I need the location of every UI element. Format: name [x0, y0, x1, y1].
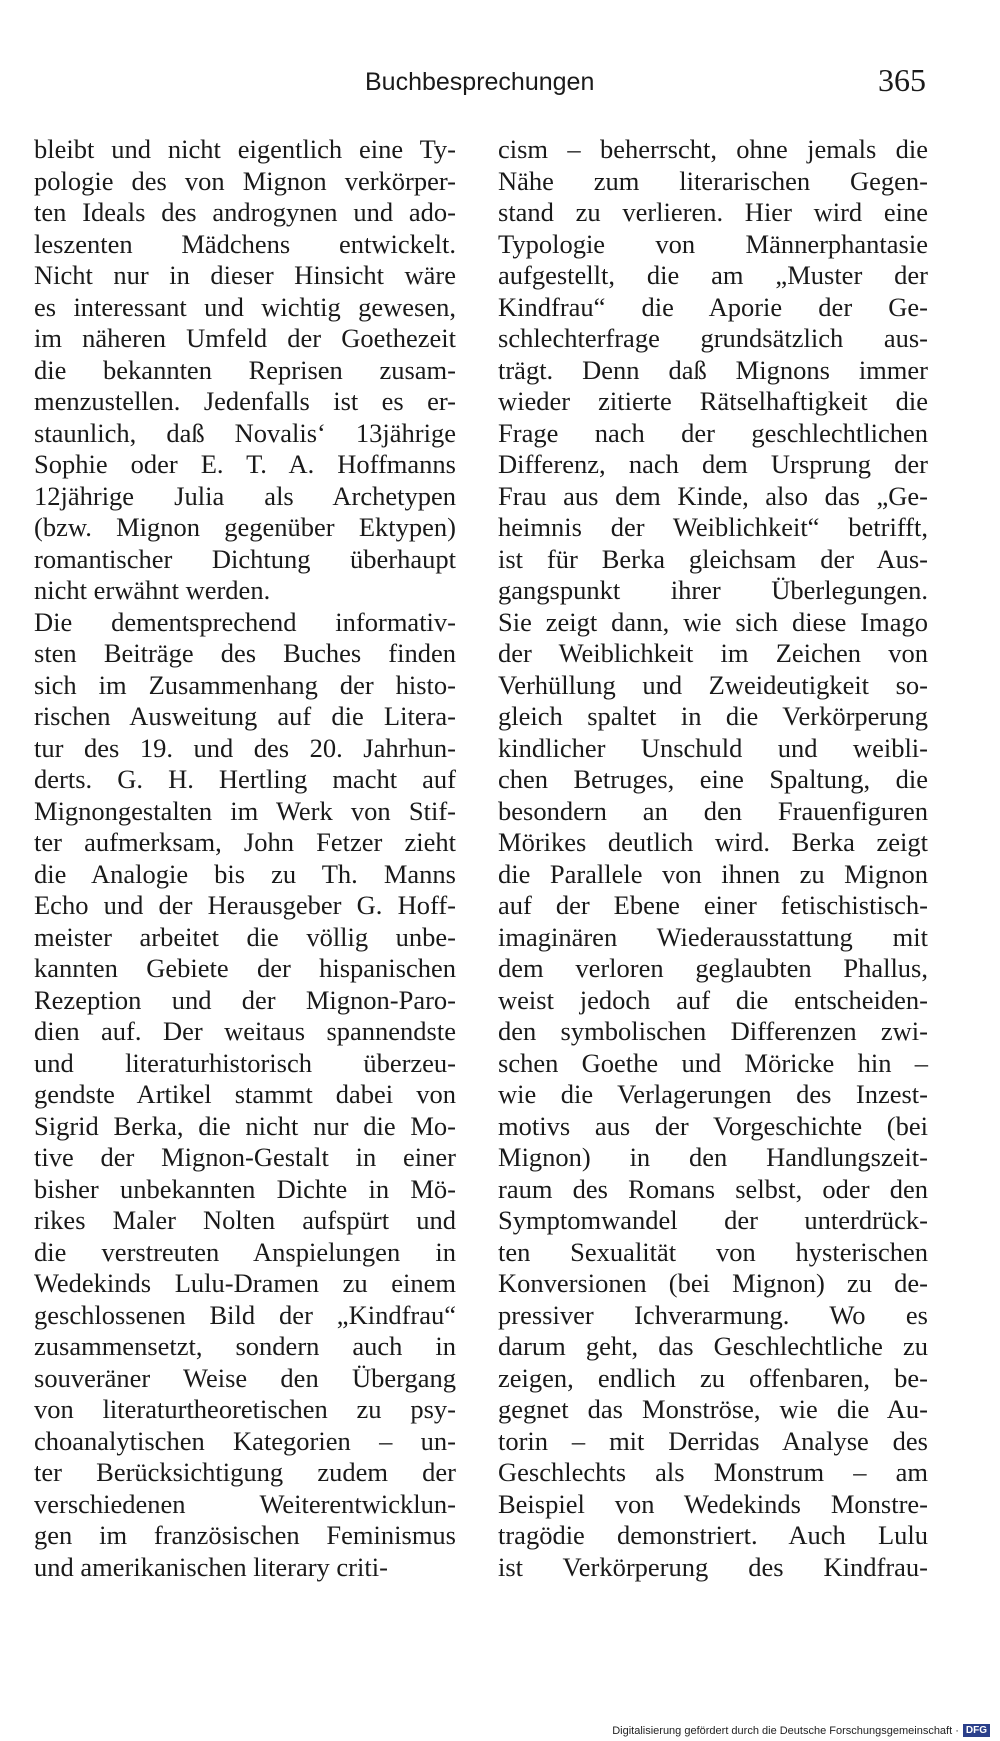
text-line: heimnis der Weiblichkeit“ betrifft, — [498, 512, 928, 542]
text-line: zusammensetzt, sondern auch in — [34, 1331, 456, 1361]
text-line: Nicht nur in dieser Hinsicht wäre — [34, 260, 456, 290]
text-line: Kindfrau“ die Aporie der Ge- — [498, 291, 928, 322]
text-line: trägt. Denn daß Mignons immer — [498, 354, 928, 385]
digitization-footer — [612, 1724, 990, 1737]
running-header-title: Buchbesprechungen — [365, 68, 595, 96]
text-line: menzustellen. Jedenfalls ist es er- — [34, 386, 456, 416]
text-line: besondern an den Frauenfiguren — [498, 795, 928, 826]
text-line: Mörikes deutlich wird. Berka zeigt — [498, 827, 928, 857]
text-line: Frage nach der geschlechtlichen — [498, 417, 928, 448]
text-line: choanalytischen Kategorien – un- — [34, 1425, 456, 1456]
text-line: Sophie oder E. T. A. Hoffmanns — [34, 449, 456, 479]
text-line: dem verloren geglaubten Phallus, — [498, 953, 928, 983]
text-line: bleibt und nicht eigentlich eine Ty- — [34, 134, 456, 164]
text-line: den symbolischen Differenzen zwi- — [498, 1016, 928, 1046]
text-line: kannten Gebiete der hispanischen — [34, 953, 456, 983]
text-line: nicht erwähnt werden. — [34, 575, 271, 605]
text-line: staunlich, daß Novalis‘ 13jährige — [34, 417, 456, 448]
text-line: verschiedenen Weiterentwicklun- — [34, 1488, 456, 1519]
text-line: Mignongestalten im Werk von Stif- — [34, 795, 456, 826]
text-line: wie die Verlagerungen des Inzest- — [498, 1079, 928, 1109]
text-line: gangspunkt ihrer Überlegungen. — [498, 575, 928, 605]
dfg-logo-icon: DFG — [963, 1724, 990, 1737]
text-line: geschlossenen Bild der „Kindfrau“ — [34, 1299, 456, 1330]
text-line: raum des Romans selbst, oder den — [498, 1173, 928, 1204]
text-line: und amerikanischen literary criti- — [34, 1551, 388, 1582]
left-text-column — [34, 134, 456, 1583]
footer-text: Digitalisierung gefördert durch die Deutsche Forschungsgemeinschaft · — [612, 1724, 959, 1737]
text-line: Wedekinds Lulu-Dramen zu einem — [34, 1268, 456, 1298]
text-line: es interessant und wichtig gewesen, — [34, 291, 456, 322]
text-line: stand zu verlieren. Hier wird eine — [498, 197, 928, 227]
text-line: ter Berücksichtigung zudem der — [34, 1457, 456, 1487]
text-line: derts. G. H. Hertling macht auf — [34, 764, 456, 794]
text-line: pologie des von Mignon verkörper- — [34, 165, 456, 196]
text-line: schlechterfrage grundsätzlich aus- — [498, 323, 928, 353]
text-line: aufgestellt, die am „Muster der — [498, 260, 928, 290]
text-line: die verstreuten Anspielungen in — [34, 1236, 456, 1267]
text-line: gendste Artikel stammt dabei von — [34, 1079, 456, 1109]
text-line: tragödie demonstriert. Auch Lulu — [498, 1520, 928, 1550]
text-line: Symptomwandel der unterdrück- — [498, 1205, 928, 1235]
text-line: romantischer Dichtung überhaupt — [34, 543, 456, 574]
text-line: die bekannten Reprisen zusam- — [34, 354, 456, 385]
text-line: gen im französischen Feminismus — [34, 1520, 456, 1550]
text-line: ist für Berka gleichsam der Aus- — [498, 543, 928, 574]
text-line: gegnet das Monströse, wie die Au- — [498, 1394, 928, 1424]
text-line: leszenten Mädchens entwickelt. — [34, 228, 456, 259]
text-line: souveräner Weise den Übergang — [34, 1362, 456, 1393]
text-line: sten Beiträge des Buches finden — [34, 638, 456, 668]
running-header — [0, 62, 1000, 102]
text-line: wieder zitierte Rätselhaftigkeit die — [498, 386, 928, 416]
text-line: dien auf. Der weitaus spannendste — [34, 1016, 456, 1046]
right-text-column — [498, 134, 928, 1583]
text-line: kindlicher Unschuld und weibli- — [498, 732, 928, 763]
text-line: Geschlechts als Monstrum – am — [498, 1457, 928, 1487]
text-line: weist jedoch auf die entscheiden- — [498, 984, 928, 1015]
text-line: Typologie von Männerphantasie — [498, 228, 928, 259]
text-line: ist Verkörperung des Kindfrau- — [498, 1551, 928, 1582]
text-line: Rezeption und der Mignon-Paro- — [34, 984, 456, 1015]
text-line: Echo und der Herausgeber G. Hoff- — [34, 890, 456, 920]
text-line: Differenz, nach dem Ursprung der — [498, 449, 928, 479]
text-line: rischen Ausweitung auf die Litera- — [34, 701, 456, 731]
text-line: cism – beherrscht, ohne jemals die — [498, 134, 928, 164]
text-line: Sigrid Berka, die nicht nur die Mo- — [34, 1110, 456, 1141]
text-line: Nähe zum literarischen Gegen- — [498, 165, 928, 196]
text-line: (bzw. Mignon gegenüber Ektypen) — [34, 512, 456, 542]
text-line: torin – mit Derridas Analyse des — [498, 1425, 928, 1456]
text-line: tur des 19. und des 20. Jahrhun- — [34, 732, 456, 763]
text-line: 12jährige Julia als Archetypen — [34, 480, 456, 511]
text-line: Verhüllung und Zweideutigkeit so- — [498, 669, 928, 700]
text-line: zeigen, endlich zu offenbaren, be- — [498, 1362, 928, 1393]
text-line: die Parallele von ihnen zu Mignon — [498, 858, 928, 889]
text-line: darum geht, das Geschlechtliche zu — [498, 1331, 928, 1361]
text-line: Konversionen (bei Mignon) zu de- — [498, 1268, 928, 1298]
text-line: pressiver Ichverarmung. Wo es — [498, 1299, 928, 1330]
text-line: gleich spaltet in die Verkörperung — [498, 701, 928, 731]
text-line: Die dementsprechend informativ- — [34, 606, 456, 637]
text-line: und literaturhistorisch überzeu- — [34, 1047, 456, 1078]
text-line: Beispiel von Wedekinds Monstre- — [498, 1488, 928, 1519]
text-line: auf der Ebene einer fetischistisch- — [498, 890, 928, 920]
text-line: meister arbeitet die völlig unbe- — [34, 921, 456, 952]
text-line: imaginären Wiederausstattung mit — [498, 921, 928, 952]
page-number: 365 — [878, 62, 926, 98]
text-line: Frau aus dem Kinde, also das „Ge- — [498, 480, 928, 511]
text-line: tive der Mignon-Gestalt in einer — [34, 1142, 456, 1172]
text-line: schen Goethe und Möricke hin – — [498, 1047, 928, 1078]
text-line: ten Sexualität von hysterischen — [498, 1236, 928, 1267]
text-line: im näheren Umfeld der Goethezeit — [34, 323, 456, 353]
text-line: Sie zeigt dann, wie sich diese Imago — [498, 606, 928, 637]
text-line: der Weiblichkeit im Zeichen von — [498, 638, 928, 668]
text-line: die Analogie bis zu Th. Manns — [34, 858, 456, 889]
text-line: chen Betruges, eine Spaltung, die — [498, 764, 928, 794]
text-line: rikes Maler Nolten aufspürt und — [34, 1205, 456, 1235]
text-line: ter aufmerksam, John Fetzer zieht — [34, 827, 456, 857]
text-line: sich im Zusammenhang der histo- — [34, 669, 456, 700]
text-line: ten Ideals des androgynen und ado- — [34, 197, 456, 227]
text-line: motivs aus der Vorgeschichte (bei — [498, 1110, 928, 1141]
text-line: bisher unbekannten Dichte in Mö- — [34, 1173, 456, 1204]
text-line: Mignon) in den Handlungszeit- — [498, 1142, 928, 1172]
text-line: von literaturtheoretischen zu psy- — [34, 1394, 456, 1424]
